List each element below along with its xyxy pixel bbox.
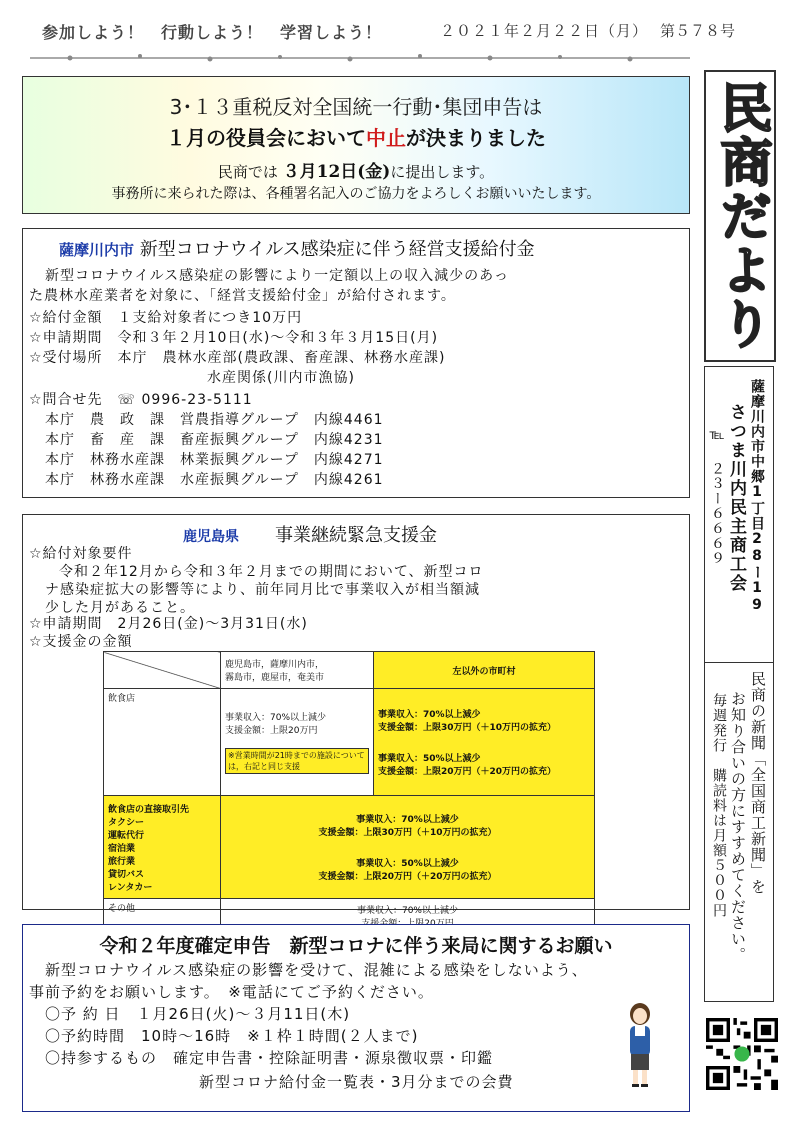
notice-line-2-b: が決まりました — [406, 126, 546, 150]
sec1-title-text: 新型コロナウイルス感染症に伴う経営支援給付金 — [139, 239, 535, 260]
table-row1-b2: 事業収入：50%以上減少 支援金額：上限20万円（＋20万円の拡充） — [378, 754, 557, 777]
sec2-req-2: ナ感染症拡大の影響等により、前年同月比で事業収入が相当額減 — [45, 582, 480, 598]
notice-line-1: 3･１３重税反対全国統一行動･集団申告は — [169, 95, 543, 119]
table-col-a: 鹿児島市，薩摩川内市， 霧島市，鹿屋市，奄美市 — [221, 652, 374, 689]
header-slogan: 参加しよう！ 行動しよう！ 学習しよう！ — [42, 23, 383, 42]
notice-line-4: 事務所に来られた際は、各種署名記入のご協力をよろしくお願いいたします。 — [111, 186, 601, 202]
sec1-title — [59, 235, 535, 261]
line-qr-code[interactable] — [706, 1018, 778, 1090]
sec3-bring-items: 〇持参するもの 確定申告書・控除証明書・源泉徴収票・印鑑 — [45, 1049, 494, 1067]
org-name: さつま川内民主商工会 — [726, 403, 746, 593]
sec2-req-3: 少した月があること。 — [45, 600, 195, 616]
table-row1-a-text: 事業収入：70%以上減少 支援金額：上限20万円 — [225, 713, 327, 736]
sec2-title-text: 事業継続緊急支援金 — [275, 525, 437, 546]
sec2-req-head: ☆給付対象要件 — [29, 546, 133, 562]
sec1-contact: ☆問合せ先 ☏ 0996-23-5111 — [29, 392, 253, 408]
sec1-intro-2: た農林水産業者を対象に、「経営支援給付金」が給付されます。 — [29, 288, 456, 304]
ad-col-3: 毎週発行 購読料は月額５００円 — [711, 693, 727, 918]
sec1-city: 薩摩川内市 — [59, 241, 135, 259]
sec1-intro-1: 新型コロナウイルス感染症の影響により一定額以上の収入減少のあっ — [45, 268, 510, 284]
table-corner — [104, 652, 221, 689]
ad-col-2: お知り合いの方にすすめてください。 — [729, 691, 747, 963]
notice-line-2 — [23, 122, 689, 151]
table-row1-b — [374, 689, 595, 796]
sec2-period: ☆申請期間 2月26日(金)～3月31日(水) — [29, 616, 308, 632]
section-kagoshima-support — [22, 514, 690, 916]
notice-line-2-a: １月の役員会において — [166, 126, 366, 150]
ad-col-1: 民商の新聞「全国商工新聞」を — [749, 671, 767, 895]
table-row3-value: 事業収入：70%以上減少 — [221, 899, 595, 934]
notice-cancel-word: 中止 — [366, 126, 406, 150]
notice-box — [22, 76, 690, 214]
section-tax-filing-request — [22, 924, 690, 1112]
notice-line-3 — [23, 157, 689, 182]
sec1-period: ☆申請期間 令和３年２月10日(水)～令和３年３月15日(月) — [29, 330, 439, 346]
header-date: ２０２１年２月２２日（月） — [440, 22, 649, 40]
sec1-place-1: ☆受付場所 本庁 農林水産部(農政課、畜産課、林務水産課) — [29, 350, 446, 366]
sec3-reserve-time: 〇予約時間 10時～16時 ※１枠１時間(２人まで) — [45, 1027, 419, 1045]
sec3-line-2: 事前予約をお願いします。 ※電話にてご予約ください。 — [29, 983, 434, 1001]
support-amount-table — [103, 651, 595, 934]
sec1-place-2: 水産関係(川内市漁協) — [207, 370, 355, 386]
sec1-amount: ☆給付金額 １支給対象者につき10万円 — [29, 310, 303, 326]
woman-staff-illustration — [618, 1000, 662, 1088]
sec2-title — [183, 521, 437, 547]
decorative-vine-divider — [30, 52, 690, 64]
sec1-contact-row: 本庁 林務水産課 林業振興グループ 内線4271 — [45, 452, 384, 468]
sec3-title: 令和２年度確定申告 新型コロナに伴う来局に関するお願い — [99, 935, 613, 957]
newspaper-ad — [704, 662, 774, 1002]
sec3-bring-items-2: 新型コロナ給付金一覧表・3月分までの会費 — [199, 1073, 514, 1091]
table-row3-label: その他 — [104, 899, 221, 934]
sec1-contact-row: 本庁 林務水産課 水産振興グループ 内線4261 — [45, 472, 384, 488]
sec3-line-1: 新型コロナウイルス感染症の影響を受けて、混雑による感染をしないよう、 — [45, 961, 588, 979]
header-issue-number: 第５７８号 — [660, 22, 736, 40]
table-row1-b1: 事業収入：70%以上減少 支援金額：上限30万円（＋10万円の拡充） — [378, 710, 557, 733]
sec3-reserve-date: 〇予 約 日 １月26日(火)～３月11日(木) — [45, 1005, 351, 1023]
organization-info — [704, 366, 774, 664]
org-address: 薩摩川内市中郷1丁目28ー19 — [749, 379, 765, 614]
table-row2-v1: 事業収入：70%以上減少 支援金額：上限30万円（＋10万円の拡充） — [318, 815, 497, 838]
org-tel: ℡ ２３ー６６６９ — [709, 427, 725, 566]
table-row2-label: 飲食店の直接取引先 タクシー 運転代行 宿泊業 旅行業 貸切バス レンタカー — [104, 796, 221, 899]
notice-line-3-c: に提出します。 — [390, 163, 495, 181]
sec2-prefecture: 鹿児島県 — [183, 529, 239, 545]
sec1-contact-row: 本庁 畜 産 課 畜産振興グループ 内線4231 — [45, 432, 384, 448]
table-row1-label: 飲食店 — [104, 689, 221, 796]
table-row1-a-note: ※営業時間が21時までの施設については，右記と同じ支援 — [225, 748, 369, 774]
sec2-req-1: 令和２年12月から令和３年２月までの期間において、新型コロ — [59, 564, 484, 580]
table-row1-a — [221, 689, 374, 796]
masthead-title: 民商だより — [711, 81, 771, 351]
section-satsumasendai-support — [22, 228, 690, 498]
notice-line-3-a: 民商では — [217, 163, 278, 181]
table-row2-value — [221, 796, 595, 899]
notice-submission-date: ３月12日(金) — [282, 162, 391, 182]
sec1-contact-row: 本庁 農 政 課 営農指導グループ 内線4461 — [45, 412, 384, 428]
table-col-b: 左以外の市町村 — [374, 652, 595, 689]
table-row2-v2: 事業収入：50%以上減少 支援金額：上限20万円（＋20万円の拡充） — [318, 859, 497, 882]
masthead — [704, 70, 776, 362]
sec2-amount-head: ☆支援金の金額 — [29, 634, 133, 650]
